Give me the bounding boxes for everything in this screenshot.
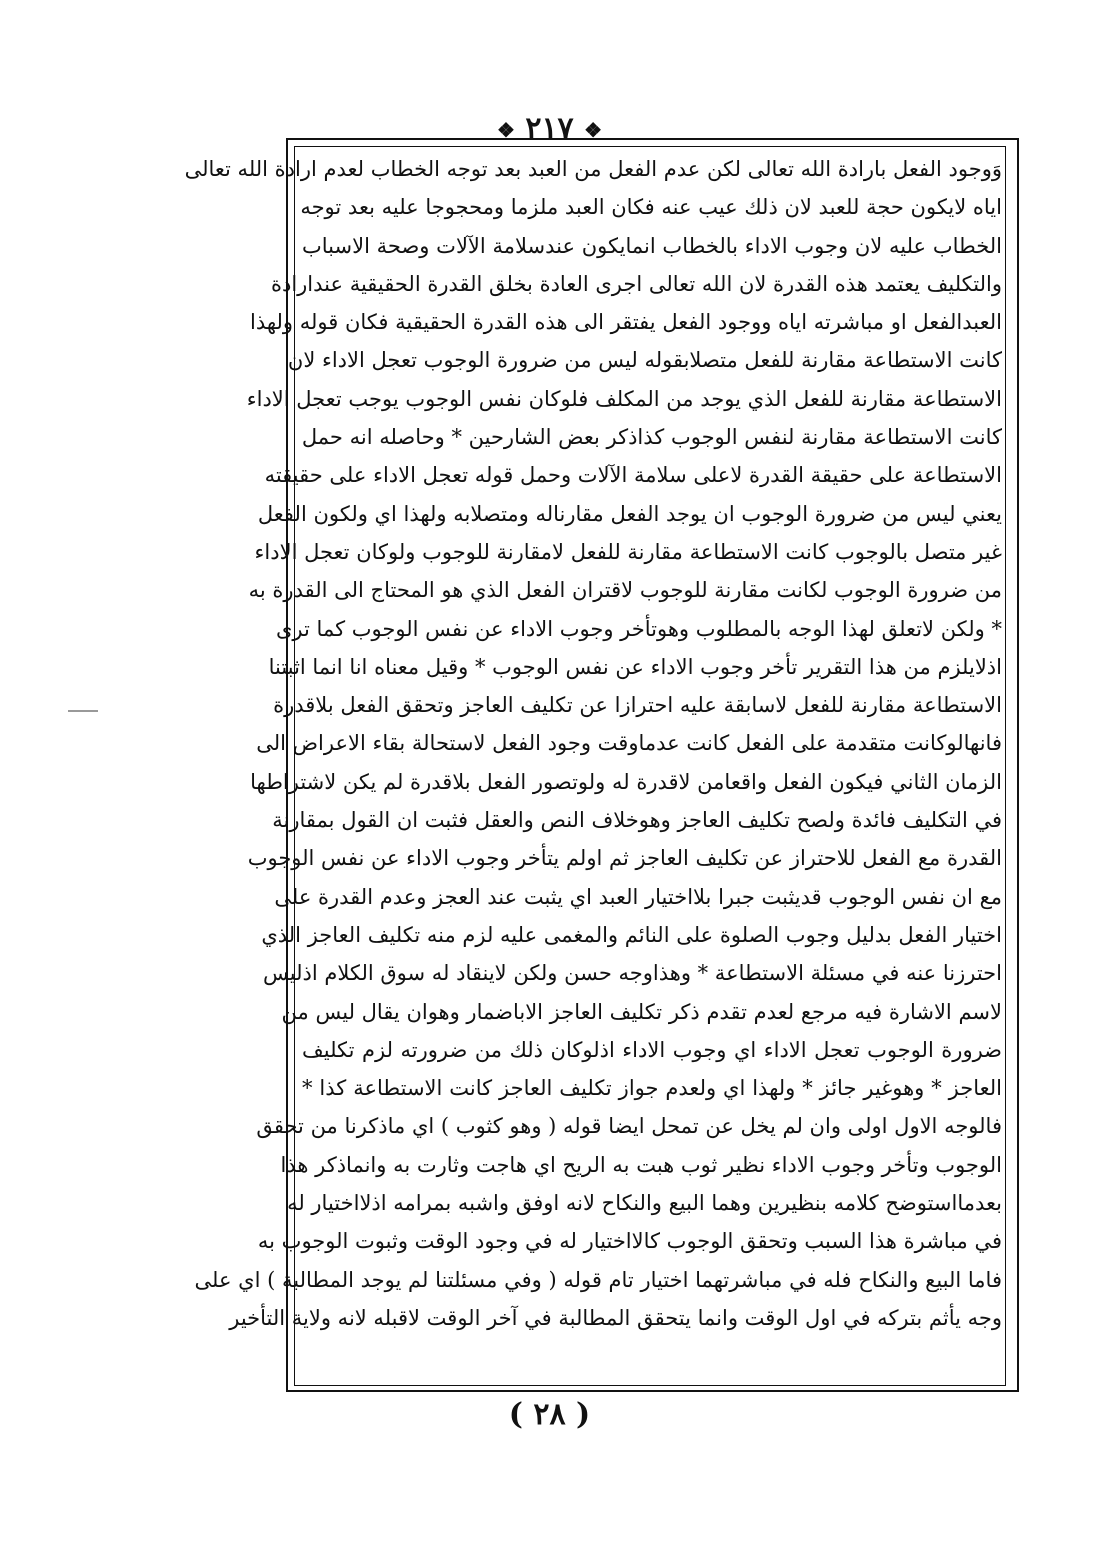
text-line: اياه لايكون حجة للعبد لان ذلك عيب عنه فكان العبد ملزما ومحجوجا عليه بعد توجه xyxy=(300,195,1002,220)
text-line: مع ان نفس الوجوب قديثبت جبرا بلااختيار العبد اي يثبت عند العجز وعدم القدرة على xyxy=(274,884,1002,909)
text-line: القدرة مع الفعل للاحتراز عن تكليف العاجز ثم اولم يتأخر وجوب الاداء عن نفس الوجوب xyxy=(247,846,1002,871)
text-line: اذلايلزم من هذا التقرير تأخر وجوب الاداء عن نفس الوجوب * وقيل معناه انا انما اثبتنا xyxy=(268,654,1002,679)
text-line: كانت الاستطاعة مقارنة للفعل متصلابقوله ليس من ضرورة الوجوب تعجل الاداء لان xyxy=(287,348,1002,373)
text-line: احترزنا عنه في مسئلة الاستطاعة * وهذاوجه حسن ولكن لاينقاد له سوق الكلام اذليس xyxy=(262,961,1002,986)
ornament-right-icon: ❖ xyxy=(584,118,603,142)
top-page-number-text: ٢١٧ xyxy=(525,111,574,146)
text-line: العاجز * وهوغير جائز * ولهذا اي ولعدم جواز تكليف العاجز كانت الاستطاعة كذا * xyxy=(302,1076,1002,1101)
ornament-left-icon: ❖ xyxy=(496,118,515,142)
text-line: اختيار الفعل بدليل وجوب الصلوة على النائم والمغمى عليه لزم منه تكليف العاجز الذي xyxy=(261,922,1002,947)
text-line: يعني ليس من ضرورة الوجوب ان يوجد الفعل مقارناله ومتصلابه ولهذا اي ولكون الفعل xyxy=(257,501,1002,526)
text-line: كانت الاستطاعة مقارنة لنفس الوجوب كذاذكر بعض الشارحين * وحاصله انه حمل xyxy=(301,425,1002,450)
text-line: من ضرورة الوجوب لكانت مقارنة للوجوب لاقتران الفعل الذي هو المحتاج الى القدرة به xyxy=(248,578,1002,603)
text-line: الاستطاعة على حقيقة القدرة لاعلى سلامة الآلات وحمل قوله تعجل الاداء على حقيقته xyxy=(264,463,1002,488)
text-line: * ولكن لاتعلق لهذا الوجه بالمطلوب وهوتأخر وجوب الاداء عن نفس الوجوب كما ترى xyxy=(276,616,1002,641)
text-line: لاسم الاشارة فيه مرجع لعدم تقدم ذكر تكليف العاجز الاباضمار وهوان يقال ليس من xyxy=(281,999,1002,1024)
text-line: في التكليف فائدة ولصح تكليف العاجز وهوخلاف النص والعقل فثبت ان القول بمقارنة xyxy=(272,808,1002,833)
bottom-page-number: ( ٢٨ ) xyxy=(508,1397,591,1432)
text-line: العبدالفعل او مباشرته اياه ووجود الفعل يفتقر الى هذه القدرة الحقيقية فكان قوله ولهذا xyxy=(250,310,1002,335)
text-line: الاستطاعة مقارنة للفعل الذي يوجد من المكلف فلوكان نفس الوجوب يوجب تعجل الاداء xyxy=(246,386,1002,411)
text-line: الوجوب وتأخر وجوب الاداء نظير ثوب هبت به الريح اي هاجت وثارت به وانماذكر هذا xyxy=(280,1152,1002,1177)
text-line: والتكليف يعتمد هذه القدرة لان الله تعالى اجرى العادة بخلق القدرة الحقيقية عندارادة xyxy=(270,271,1002,296)
main-text-block xyxy=(184,150,1002,1337)
text-line: الاستطاعة مقارنة للفعل لاسابقة عليه احترازا عن تكليف العاجز وتحقق الفعل بلاقدرة xyxy=(273,693,1002,718)
text-line: وَوجود الفعل بارادة الله تعالى لكن عدم الفعل من العبد بعد توجه الخطاب لعدم ارادة الله تعالى xyxy=(184,157,1002,181)
text-line: فانهالوكانت متقدمة على الفعل كانت عدماوقت وجود الفعل لاستحالة بقاء الاعراض الى xyxy=(256,731,1002,756)
text-line: غير متصل بالوجوب كانت الاستطاعة مقارنة للفعل لامقارنة للوجوب ولوكان تعجل الاداء xyxy=(254,539,1002,564)
text-line: الخطاب عليه لان وجوب الاداء بالخطاب انمايكون عندسلامة الآلات وصحة الاسباب xyxy=(302,233,1002,258)
text-line: وجه يأثم بتركه في اول الوقت وانما يتحقق المطالبة في آخر الوقت لاقبله لانه ولاية التأخير xyxy=(229,1305,1002,1330)
text-line: في مباشرة هذا السبب وتحقق الوجوب كالااختيار له في وجود الوقت وثبوت الوجوب به xyxy=(257,1229,1002,1254)
text-line: فاما البيع والنكاح فله في مباشرتهما اختيار تام قوله ( وفي مسئلتنا لم يوجد المطالبة ) اي على xyxy=(194,1267,1002,1292)
margin-mark xyxy=(68,710,98,712)
text-line: بعدمااستوضح كلامه بنظيرين وهما البيع والنكاح لانه اوفق واشبه بمرامه اذلااختيار له xyxy=(287,1191,1002,1216)
text-line: فالوجه الاول اولى وان لم يخل عن تمحل ايضا قوله ( وهو كثوب ) اي ماذكرنا من تحقق xyxy=(256,1114,1002,1139)
text-line: الزمان الثاني فيكون الفعل واقعامن لاقدرة له ولوتصور الفعل بلاقدرة لم يكن لاشتراطها xyxy=(250,769,1002,794)
text-line: ضرورة الوجوب تعجل الاداء اي وجوب الاداء اذلوكان ذلك من ضرورته لزم تكليف xyxy=(302,1037,1002,1062)
